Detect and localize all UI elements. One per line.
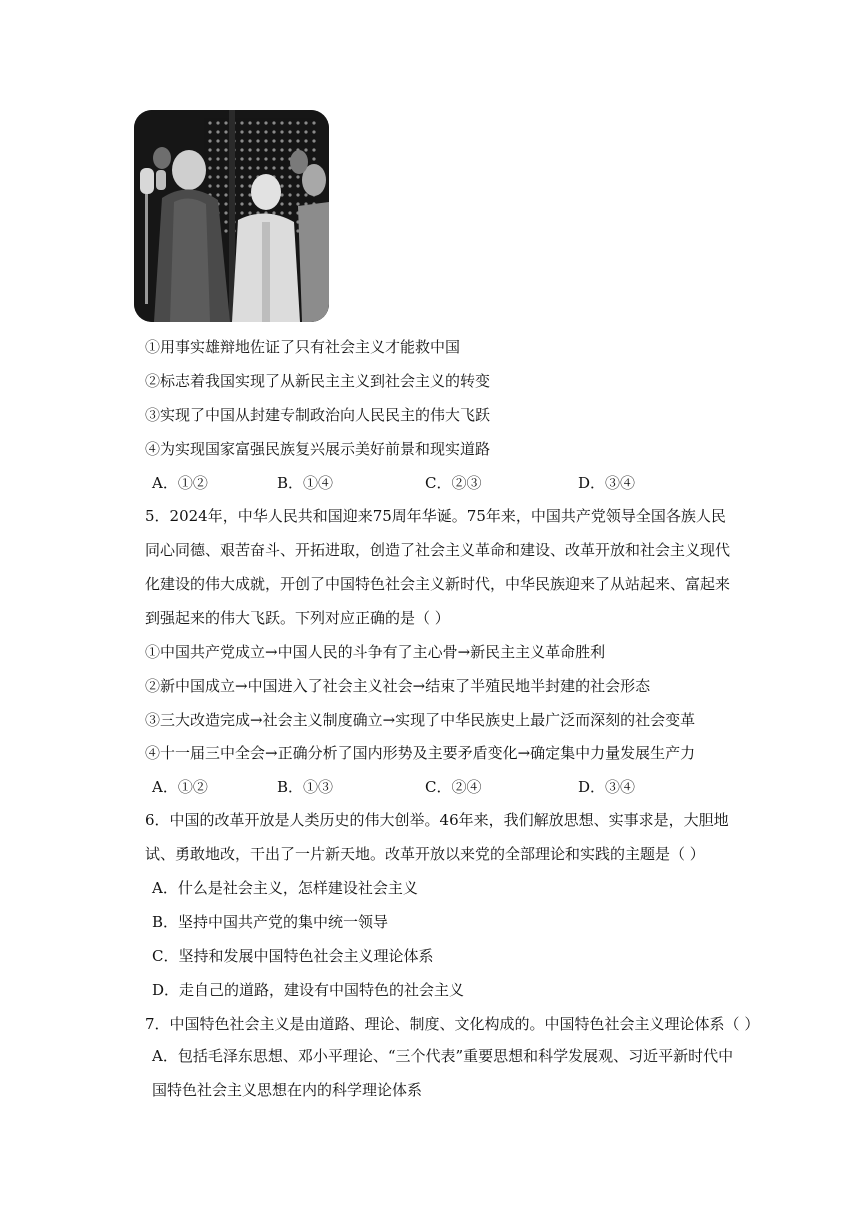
q4-option-c[interactable]: C．②③: [425, 474, 482, 492]
q4-statement-3: ③实现了中国从封建专制政治向人民民主的伟大飞跃: [145, 406, 491, 424]
q4-option-d[interactable]: D．③④: [578, 474, 636, 492]
photo-illustration: [134, 110, 329, 322]
q6-option-a[interactable]: A．什么是社会主义，怎样建设社会主义: [152, 879, 418, 897]
q5-options: [152, 777, 635, 797]
q4-statement-2: ②标志着我国实现了从新民主主义到社会主义的转变: [145, 372, 491, 390]
q7-stem: 7．中国特色社会主义是由道路、理论、制度、文化构成的。中国特色社会主义理论体系（ ）: [145, 1015, 760, 1033]
q6-option-b[interactable]: B．坚持中国共产党的集中统一领导: [152, 913, 389, 931]
q5-option-b[interactable]: B．①③: [277, 778, 334, 796]
q5-statement-2: ②新中国成立→中国进入了社会主义社会→结束了半殖民地半封建的社会形态: [145, 677, 651, 695]
q5-option-d[interactable]: D．③④: [578, 778, 636, 796]
q5-stem: 5．2024年，中华人民共和国迎来75周年华诞。75年来，中国共产党领导全国各族人民同心同德、艰苦奋斗、开拓进取，创造了社会主义革命和建设、改革开放和社会主义现代化建设的伟大成就，开创了中国特色社会主义新时代，中华民族迎来了从站起来、富起来到强起来的伟大飞跃。下列对应正确的是（ ）: [145, 507, 731, 627]
q6-option-c[interactable]: C．坚持和发展中国特色社会主义理论体系: [152, 947, 434, 965]
q6-stem: 6．中国的改革开放是人类历史的伟大创举。46年来，我们解放思想、实事求是，大胆地试、勇敢地改，干出了一片新天地。改革开放以来党的全部理论和实践的主题是（ ）: [145, 811, 729, 863]
q5-option-c[interactable]: C．②④: [425, 778, 482, 796]
q4-statement-1: ①用事实雄辩地佐证了只有社会主义才能救中国: [145, 338, 461, 356]
q7-option-a[interactable]: A．包括毛泽东思想、邓小平理论、“三个代表”重要思想和科学发展观、习近平新时代中国特色社会主义思想在内的科学理论体系: [152, 1047, 734, 1099]
q4-option-a[interactable]: A．①②: [152, 474, 208, 492]
q5-statement-4: ④十一届三中全会→正确分析了国内形势及主要矛盾变化→确定集中力量发展生产力: [145, 744, 696, 762]
q4-option-b[interactable]: B．①④: [277, 474, 334, 492]
historical-photo: [134, 110, 329, 322]
q6-option-d[interactable]: D．走自己的道路，建设有中国特色的社会主义: [152, 981, 465, 999]
q5-statement-1: ①中国共产党成立→中国人民的斗争有了主心骨→新民主主义革命胜利: [145, 643, 606, 661]
q4-options: [152, 473, 635, 493]
q5-option-a[interactable]: A．①②: [152, 778, 208, 796]
q4-statement-4: ④为实现国家富强民族复兴展示美好前景和现实道路: [145, 440, 491, 458]
q5-statement-3: ③三大改造完成→社会主义制度确立→实现了中华民族史上最广泛而深刻的社会变革: [145, 711, 696, 729]
